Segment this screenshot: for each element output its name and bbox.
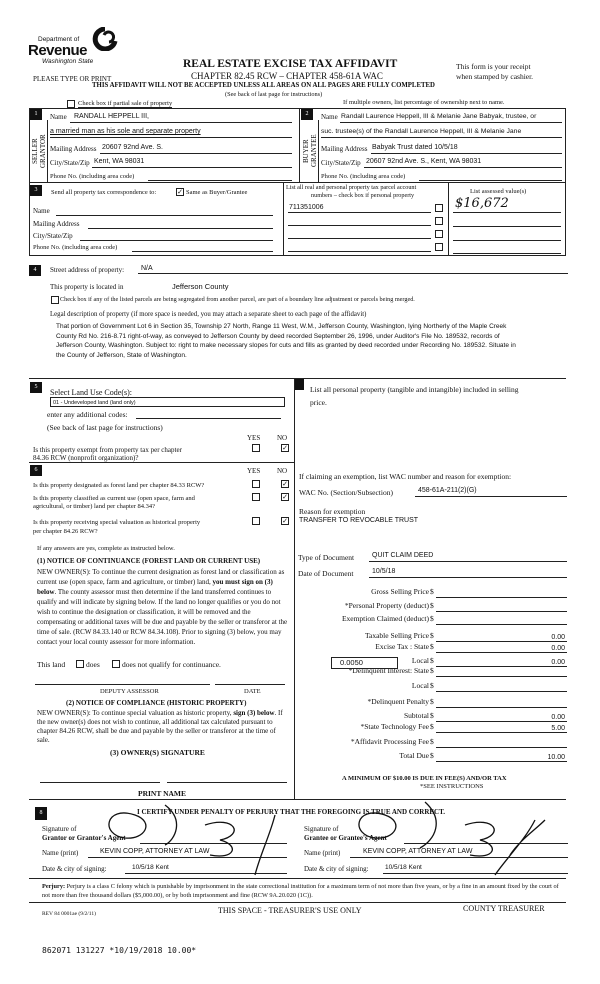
divider	[299, 108, 300, 182]
amount-label: *Delinquent Interest: State	[348, 666, 429, 675]
segregated-label: Check box if any of the listed parcels are being segregated from another parcel, are part of a boundary line adjustment or parcels being merged.	[60, 296, 415, 303]
section-number	[295, 379, 304, 390]
additional-codes-label: enter any additional codes:	[47, 410, 128, 419]
amount-field[interactable]	[436, 652, 567, 653]
grantee-name[interactable]: KEVIN COPP, ATTORNEY AT LAW	[363, 848, 473, 855]
buyer-name[interactable]: Randall Laurence Heppell, III & Melanie Jane Babyak, trustee, or	[341, 113, 537, 120]
warning: THIS AFFIDAVIT WILL NOT BE ACCEPTED UNLESS ALL AREAS ON ALL PAGES ARE FULLY COMPLETED	[92, 82, 435, 89]
parcel-field[interactable]	[288, 225, 431, 226]
form-title: REAL ESTATE EXCISE TAX AFFIDAVIT	[183, 58, 398, 70]
buyer-phone-label: Phone No. (including area code)	[321, 173, 406, 180]
corr-phone-field[interactable]	[132, 251, 273, 252]
does-not-qualify-checkbox[interactable]	[112, 660, 120, 668]
corr-name-label: Name	[33, 207, 50, 215]
corr-name-field[interactable]	[56, 215, 273, 216]
dollar-sign: $	[430, 614, 434, 623]
print-name-label: PRINT NAME	[138, 789, 186, 798]
historic-question-2: per chapter 84.26 RCW?	[33, 528, 98, 535]
wac-label: WAC No. (Section/Subsection)	[299, 488, 393, 497]
underline	[364, 167, 562, 168]
notice2-a: NEW OWNER(S): To continue special valuation as historic property,	[37, 709, 232, 717]
seller-name-line2[interactable]: a married man as his sole and separate property	[50, 128, 201, 135]
amount-value[interactable]: 0.00	[551, 659, 565, 666]
seller-city-label: City/State/Zip	[50, 159, 90, 167]
personal-property-checkbox[interactable]	[435, 230, 443, 238]
historic-question-1: Is this property receiving special valuation as historical property	[33, 519, 201, 526]
see-back-5: (See back of last page for instructions)	[47, 423, 163, 432]
parcel-number[interactable]: 711351006	[289, 204, 324, 211]
land-use-label: Select Land Use Code(s):	[50, 388, 132, 397]
notice2-bold: sign (3) below	[233, 709, 275, 717]
amount-row	[302, 587, 567, 598]
county[interactable]: Jefferson County	[172, 282, 229, 291]
deputy-assessor-label: DEPUTY ASSESSOR	[100, 688, 159, 695]
buyer-phone-field[interactable]	[419, 180, 562, 181]
dollar-sign: $	[430, 666, 434, 675]
correspondence-label: Send all property tax correspondence to:	[51, 189, 157, 196]
notice-compliance-text	[37, 709, 289, 745]
reason-label: Reason for exemption	[299, 507, 366, 516]
doc-date-label: Date of Document	[298, 569, 354, 578]
doc-date[interactable]: 10/5/18	[372, 568, 396, 575]
rev-number: REV 84 0001ae (9/2/11)	[42, 911, 96, 917]
street-label: Street address of property:	[50, 266, 125, 274]
grantee-label: GRANTEE	[310, 134, 318, 168]
divider	[29, 462, 294, 463]
assessed-field[interactable]	[453, 226, 561, 227]
corr-city-field[interactable]	[80, 240, 273, 241]
amount-row	[302, 631, 567, 642]
amount-row	[302, 711, 567, 722]
amount-label: Local	[411, 681, 429, 690]
notice2-b: . If the new owner(s) does not wish to continue, all additional tax calculated pursuant to chapter 84.26 RCW, shall be due and payable by the seller or transferor at the time of sale.	[37, 709, 283, 744]
parcel-field[interactable]	[288, 251, 431, 252]
dor-emblem-icon	[92, 27, 118, 51]
exemption-reason[interactable]: TRANSFER TO REVOCABLE TRUST	[299, 517, 419, 524]
perjury-statement	[42, 882, 567, 900]
grantee-sig-label-1: Signature of	[304, 825, 339, 833]
section-number: 6	[30, 465, 42, 476]
dollar-sign: $	[430, 656, 434, 665]
dollar-sign: $	[430, 601, 434, 610]
section-number: 3	[30, 185, 42, 196]
section-number: 5	[30, 382, 42, 393]
street-address[interactable]: N/A	[141, 265, 153, 272]
dor-logo	[28, 30, 120, 66]
underline	[369, 561, 567, 562]
forest-no-checkbox[interactable]: ✓	[282, 480, 288, 488]
dollar-sign: $	[430, 751, 434, 760]
underline	[288, 212, 431, 213]
amount-label: Excise Tax : State	[375, 642, 429, 651]
if-yes-note: If any answers are yes, complete as instructed below.	[37, 545, 175, 552]
amount-field[interactable]	[436, 747, 567, 748]
county-treasurer: COUNTY TREASURER	[463, 904, 545, 913]
amount-label: *State Technology Fee	[360, 722, 429, 731]
current-use-yes-checkbox[interactable]	[252, 493, 260, 501]
parcel-header-1: List all real and personal property tax parcel account	[286, 184, 417, 191]
seller-phone-field[interactable]	[148, 180, 292, 181]
amount-value[interactable]: 0.00	[551, 634, 565, 641]
wac-number[interactable]: 458-61A-211(2)(G)	[418, 487, 477, 494]
seller-mailing[interactable]: 20607 92nd Ave. S.	[102, 144, 163, 151]
seller-city[interactable]: Kent, WA 98031	[94, 158, 145, 165]
amount-row	[302, 722, 567, 733]
amount-label: Local	[411, 656, 429, 665]
grantee-date-label: Date & city of signing:	[304, 865, 369, 873]
amount-field[interactable]	[436, 611, 567, 612]
seller-name-label: Name	[50, 113, 67, 121]
underline	[415, 496, 567, 497]
located-label: This property is located in	[50, 283, 124, 291]
seller-side-label	[31, 128, 47, 174]
notice-continuance-text	[37, 567, 289, 647]
amount-value[interactable]: 0.00	[551, 645, 565, 652]
owner-signature-field[interactable]	[167, 782, 287, 783]
divider	[283, 182, 284, 256]
exempt-no-checkbox[interactable]: ✓	[282, 444, 288, 452]
amount-row	[302, 601, 567, 612]
divider	[47, 120, 48, 182]
no-header: NO	[277, 467, 288, 475]
amount-value[interactable]: 5.00	[551, 725, 565, 732]
amount-field[interactable]	[436, 707, 567, 708]
tax-rate-box[interactable]: 0.0050	[331, 657, 398, 669]
yes-header: YES	[247, 467, 261, 475]
seller-name[interactable]: RANDALL HEPPELL III,	[74, 113, 149, 120]
dollar-sign: $	[430, 681, 434, 690]
grantor-date-label: Date & city of signing:	[42, 865, 107, 873]
divider	[29, 902, 566, 903]
partial-sale-checkbox[interactable]	[67, 100, 75, 108]
section-number: 2	[301, 109, 313, 120]
underline	[321, 137, 562, 138]
divider	[448, 182, 449, 256]
underline	[369, 577, 567, 578]
receipt-note-2: when stamped by cashier.	[456, 72, 534, 81]
doc-type[interactable]: QUIT CLAIM DEED	[372, 552, 434, 559]
underline	[138, 273, 568, 274]
seller-phone-label: Phone No. (including area code)	[50, 173, 135, 180]
section-number: 4	[29, 265, 41, 276]
notice-compliance-title: (2) NOTICE OF COMPLIANCE (HISTORIC PROPERTY)	[66, 699, 247, 707]
corr-mailing-label: Mailing Address	[33, 220, 80, 228]
underline	[92, 167, 292, 168]
minimum-note: A MINIMUM OF $10.00 IS DUE IN FEE(S) AND/OR TAX	[342, 775, 507, 782]
personal-property-label-1: List all personal property (tangible and intangible) included in selling	[310, 385, 519, 394]
amount-label: Gross Selling Price	[371, 587, 429, 596]
assessed-header: List assessed value(s)	[470, 188, 527, 195]
amount-label: Total Due	[399, 751, 429, 760]
assessed-value-handwritten[interactable]: $16,672	[455, 196, 509, 211]
grantor-date-city[interactable]: 10/5/18 Kent	[132, 864, 169, 871]
dollar-sign: $	[430, 722, 434, 731]
same-as-buyer-label: Same as Buyer/Grantee	[186, 189, 248, 196]
amount-row	[302, 751, 567, 762]
current-use-question-1: Is this property classified as current use (open space, farm and	[33, 495, 195, 502]
grantee-date-city[interactable]: 10/5/18 Kent	[385, 864, 422, 871]
amount-field[interactable]	[436, 732, 567, 733]
historic-yes-checkbox[interactable]	[252, 517, 260, 525]
see-instructions: *SEE INSTRUCTIONS	[420, 783, 484, 790]
partial-sale-label: Check box if partial sale of property	[78, 100, 173, 107]
amount-field[interactable]	[436, 691, 567, 692]
corr-mailing-field[interactable]	[88, 228, 273, 229]
personal-property-label-2: price.	[310, 398, 327, 407]
divider	[294, 378, 295, 800]
notice-continuance-title: (1) NOTICE OF CONTINUANCE (FOREST LAND OR CURRENT USE)	[37, 557, 261, 565]
amount-field[interactable]	[436, 761, 567, 762]
perjury-text: Perjury is a class C felony which is punishable by imprisonment in the state correctional institution for a maximum term of not more than five years, or by a fine in an amount fixed by the court of not more than five thousand dollars ($5,000.00), or by both imprisonment and fine (RCW 9A.20.020 (1C)).	[42, 883, 559, 899]
legal-label: Legal description of property (if more space is needed, you may attach a separate sheet to each page of the affidavit)	[50, 311, 367, 318]
underline	[50, 137, 292, 138]
please-type: PLEASE TYPE OR PRINT	[33, 75, 112, 83]
dollar-sign: $	[430, 631, 434, 640]
divider	[29, 182, 566, 183]
section-number: 1	[30, 109, 42, 120]
dollar-sign: $	[430, 587, 434, 596]
grantor-name[interactable]: KEVIN COPP, ATTORNEY AT LAW	[100, 848, 210, 855]
does-not-label: does not qualify for continuance.	[122, 660, 221, 669]
amount-row	[302, 681, 567, 692]
land-use-value: 01 - Undeveloped land (land only)	[53, 400, 136, 406]
underline	[371, 153, 562, 154]
amount-value[interactable]: 0.00	[551, 714, 565, 721]
amount-label: *Personal Property (deduct)	[344, 601, 429, 610]
dollar-sign: $	[430, 711, 434, 720]
parcel-field[interactable]	[288, 238, 431, 239]
logo-line3: Washington State	[42, 58, 94, 65]
buyer-name-label: Name	[321, 113, 338, 121]
same-as-buyer-checkbox[interactable]: ✓	[177, 188, 183, 196]
land-use-select[interactable]	[50, 397, 285, 407]
amount-row	[302, 614, 567, 625]
perjury-bold: Perjury:	[42, 883, 66, 890]
receipt-note-1: This form is your receipt	[456, 62, 531, 71]
amount-label: Taxable Selling Price	[364, 631, 429, 640]
assessed-field[interactable]	[453, 253, 561, 254]
dollar-sign: $	[430, 737, 434, 746]
logo-line2: Revenue	[28, 42, 88, 59]
amount-label: *Delinquent Penalty	[367, 697, 429, 706]
buyer-city[interactable]: 20607 92nd Ave. S., Kent, WA 98031	[366, 158, 482, 165]
owner-signature-field[interactable]	[40, 782, 160, 783]
cashier-stamp: 862071 131227 *10/19/2018 10.00*	[42, 946, 197, 955]
additional-codes-field[interactable]	[136, 418, 281, 419]
dollar-sign: $	[430, 697, 434, 706]
personal-property-checkbox[interactable]	[435, 217, 443, 225]
buyer-city-label: City/State/Zip	[321, 159, 361, 167]
chapter-line: CHAPTER 82.45 RCW – CHAPTER 458-61A WAC	[191, 71, 383, 81]
current-use-question-2: agricultural, or timber) land per chapter 84.34?	[33, 503, 156, 510]
divider	[29, 878, 566, 879]
segregated-checkbox[interactable]	[51, 296, 59, 304]
notice1-bold: you must sign on (3) below	[37, 578, 273, 596]
assessed-field[interactable]	[453, 240, 561, 241]
doc-type-label: Type of Document	[298, 553, 355, 562]
buyer-side-label	[302, 128, 318, 174]
logo-line1: Department of	[38, 36, 80, 43]
exempt-question-1: Is this property exempt from property tax per chapter	[33, 446, 182, 454]
buyer-mailing[interactable]: Babyak Trust dated 10/5/18	[372, 144, 458, 151]
amount-field[interactable]	[436, 676, 567, 677]
does-label: does	[86, 660, 100, 669]
multiple-owners-note: If multiple owners, list percentage of ownership next to name.	[343, 99, 505, 106]
underline	[70, 122, 292, 123]
deputy-assessor-field[interactable]	[35, 684, 210, 685]
owner-signature-label: (3) OWNER(S) SIGNATURE	[110, 748, 205, 757]
corr-phone-label: Phone No. (including area code)	[33, 244, 118, 251]
legal-description[interactable]: That portion of Government Lot 6 in Section 35, Township 27 North, Range 11 West, W.M., Jefferson County, Washington, lying Northerly of the Maple Creek County Rd No. 216-8.71 right-of-way, as conveyed to Jefferson County by deed recorded September 26, 1996, under Auditor's File No. 189532, records of Jefferson County, Washington. Subject to: right to make necessary slopes for cuts and fills as granted by deed recorded under Recording No. 189532. Situate in the County of Jefferson, State of Washington.	[56, 323, 516, 359]
seller-mailing-label: Mailing Address	[50, 145, 97, 153]
underline	[100, 153, 292, 154]
seller-label: SELLER	[31, 138, 39, 164]
buyer-mailing-label: Mailing Address	[321, 145, 368, 153]
this-land-label: This land	[37, 660, 66, 669]
grantor-sig-label-1: Signature of	[42, 825, 77, 833]
grantee-signature-scribble	[345, 800, 555, 880]
amount-row	[302, 697, 567, 708]
underline	[340, 122, 562, 123]
notice1-b: . The county assessor must then determine if the land transferred continues to qualify and will indicate by signing below. If the land no longer qualifies or you do not wish to continue the designation or classification, it will be removed and the compensating or additional taxes will be due and payable by the seller or transferor at the time of sale. (RCW 84.33.140 or RCW 84.34.108). Prior to signing (3) below, you may contact your local county assessor for more information.	[37, 588, 288, 646]
does-qualify-checkbox[interactable]	[76, 660, 84, 668]
treasurer-space: THIS SPACE - TREASURER'S USE ONLY	[218, 906, 362, 915]
divider	[318, 120, 319, 182]
date-label: DATE	[244, 688, 261, 695]
no-header: NO	[277, 434, 288, 442]
parcel-header-2: numbers – check box if personal property	[311, 192, 415, 199]
see-back-note: (See back of last page for instructions)	[225, 91, 323, 98]
exemption-label: If claiming an exemption, list WAC number and reason for exemption:	[299, 472, 512, 481]
current-use-no-checkbox[interactable]: ✓	[282, 493, 288, 501]
personal-property-checkbox[interactable]	[435, 243, 443, 251]
grantor-signature-scribble	[95, 800, 295, 880]
exempt-question-2: 84.36 RCW (nonprofit organization)?	[33, 454, 139, 462]
buyer-label: BUYER	[302, 139, 310, 163]
section-number: 8	[35, 807, 47, 820]
amount-field[interactable]	[436, 624, 567, 625]
forest-question: Is this property designated as forest land per chapter 84.33 RCW?	[33, 482, 205, 489]
amount-row	[302, 737, 567, 748]
grantee-name-label: Name (print)	[304, 849, 341, 857]
underline	[453, 212, 561, 213]
amount-label: *Affidavit Processing Fee	[350, 737, 429, 746]
notice1-a: NEW OWNER(S): To continue the current designation as forest land or classification as current use (open space, farm and agriculture, or timber) land,	[37, 568, 285, 586]
buyer-name-line2[interactable]: suc. trustee(s) of the Randall Laurence Heppell, III & Melanie Jane	[321, 128, 522, 135]
amount-label: Subtotal	[403, 711, 429, 720]
grantor-sig-label-2: Grantor or Grantor's Agent	[42, 834, 126, 842]
exempt-yes-checkbox[interactable]	[252, 444, 260, 452]
amount-row	[302, 642, 567, 653]
grantor-name-label: Name (print)	[42, 849, 79, 857]
dollar-sign: $	[430, 642, 434, 651]
personal-property-checkbox[interactable]	[435, 204, 443, 212]
grantee-sig-label-2: Grantee or Grantee's Agent	[304, 834, 387, 842]
historic-no-checkbox[interactable]: ✓	[282, 517, 288, 525]
amount-value[interactable]: 10.00	[547, 754, 565, 761]
certify-statement: I CERTIFY UNDER PENALTY OF PERJURY THAT THE FOREGOING IS TRUE AND CORRECT.	[137, 808, 446, 816]
amount-label: Exemption Claimed (deduct)	[341, 614, 429, 623]
yes-header: YES	[247, 434, 261, 442]
assessor-date-field[interactable]	[215, 684, 285, 685]
corr-city-label: City/State/Zip	[33, 232, 73, 240]
amount-field[interactable]	[436, 597, 567, 598]
forest-yes-checkbox[interactable]	[252, 480, 260, 488]
grantor-label: GRANTOR	[39, 134, 47, 168]
